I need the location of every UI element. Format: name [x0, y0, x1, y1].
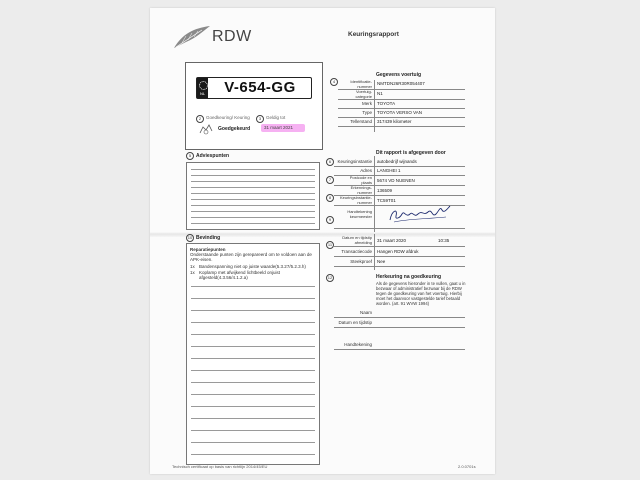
- status-label-left: Goedkeuring/ Keuring: [206, 115, 250, 120]
- completion-value-date: 31 maart 2020: [377, 238, 407, 243]
- findings-rule: [191, 382, 315, 383]
- vehicle-value-make: TOYOTA: [377, 101, 396, 106]
- findings-rule: [191, 334, 315, 335]
- marker-7: 7: [326, 176, 334, 184]
- vehicle-section-title: Gegevens voertuig: [376, 72, 422, 78]
- reinspection-section-title: Herkeuring na goedkeuring: [376, 274, 442, 280]
- repair-item-text: Koplamp met afwijkend lichtbeeld onjuist afgesteld(4.3.56/4.1.2.a): [199, 270, 281, 280]
- completion-value-sample: Nee: [377, 259, 386, 264]
- vehicle-label-category: Voertuig- categorie: [355, 89, 372, 99]
- repair-item-code: 1x: [190, 264, 195, 269]
- marker-12: 12: [327, 275, 333, 280]
- plate-country-code: NL: [199, 91, 206, 96]
- issued-value-instance: autobedrijf wijnands: [377, 159, 417, 164]
- marker-4: 4: [330, 78, 338, 86]
- completion-value-transaction: Hangen RDW afdruk: [377, 249, 419, 254]
- marker-5: 5: [186, 152, 194, 160]
- findings-rule: [191, 298, 315, 299]
- advice-list-box: [186, 162, 320, 230]
- vehicle-label-id: Identificatie- nummer: [350, 79, 372, 89]
- issued-label-instance-number: Keuringsinstantie- nummer: [339, 195, 372, 205]
- issued-row-line: [334, 228, 465, 229]
- advice-rule: [191, 169, 315, 170]
- issued-value-postcode: 5674 VD NUENEN: [377, 178, 415, 183]
- findings-rule: [191, 394, 315, 395]
- reinspection-row-line: [334, 317, 465, 318]
- rdw-logo: [172, 24, 342, 64]
- reinspection-text: Als de gegevens hieronder in te vullen, gaat u in bezwaar of administratief bezwaar bij de RDW tegen de goedkeuring van het voertuig. Hierbij moet het daarvoor vastgestelde tarief betaald worden. (art. 91 WVW 1994): [376, 281, 466, 306]
- advice-rule: [191, 181, 315, 182]
- plate-country-band: [197, 78, 208, 98]
- footer-right: 2.0.0701s: [458, 464, 476, 469]
- inspection-result: Goedgekeurd: [218, 126, 251, 132]
- issued-label-signature: Handtekening keurmeester: [347, 209, 372, 219]
- vehicle-value-id: NMTDN26R30R054407: [377, 81, 425, 86]
- findings-rule: [191, 322, 315, 323]
- vehicle-row-line: [338, 126, 465, 127]
- status-label-right: Geldig tot: [266, 115, 286, 120]
- marker-11: 11: [327, 242, 333, 247]
- issued-label-postcode: Postcode en plaats: [349, 175, 372, 185]
- issued-label-recognition: Erkennings- nummer: [350, 185, 372, 195]
- findings-section-title: Bevinding: [196, 235, 221, 241]
- reinspection-row-line: [334, 349, 465, 350]
- feather-logo-icon: [172, 24, 212, 50]
- completion-label-sample: Steekproef: [350, 259, 372, 264]
- advice-rule: [191, 205, 315, 206]
- completion-divider: [374, 234, 375, 270]
- marker-10: 10: [187, 235, 193, 240]
- repair-text: Onderstaande punten zijn gerepareerd om te voldoen aan de APK-eisen.: [190, 252, 312, 262]
- inspection-report-document: [150, 8, 495, 474]
- completion-label-date: Datum en tijdstip afmelding: [342, 235, 372, 245]
- findings-rule: [191, 406, 315, 407]
- findings-rule: [191, 310, 315, 311]
- findings-rule: [191, 358, 315, 359]
- findings-rule: [191, 454, 315, 455]
- advice-rule: [191, 211, 315, 212]
- inspector-signature: [386, 202, 456, 226]
- vehicle-label-odometer: Tellerstand: [350, 119, 372, 124]
- vehicle-row-line: [338, 99, 465, 100]
- findings-list-box: [186, 243, 320, 465]
- repair-item-code: 1x: [190, 270, 195, 275]
- advice-rule: [191, 187, 315, 188]
- issued-row-line: [334, 166, 465, 167]
- plate-number: V-654-GG: [224, 79, 296, 96]
- valid-until: 31 maart 2021: [264, 125, 294, 130]
- license-plate: [196, 77, 312, 99]
- findings-rule: [191, 430, 315, 431]
- vehicle-value-category: N1: [377, 91, 383, 96]
- repair-title: Reparatiepunten: [190, 247, 226, 252]
- marker-8: 8: [326, 194, 334, 202]
- advice-rule: [191, 175, 315, 176]
- issued-label-address: Adres: [360, 168, 372, 173]
- advice-rule: [191, 217, 315, 218]
- findings-rule: [191, 370, 315, 371]
- issued-by-divider: [374, 156, 375, 232]
- vehicle-label-type: Type: [362, 110, 372, 115]
- advice-section-title: Adviespunten: [196, 153, 230, 159]
- vehicle-label-make: Merk: [362, 101, 372, 106]
- completion-row-line: [334, 246, 465, 247]
- vehicle-row-line: [338, 117, 465, 118]
- issued-value-recognition: 136509: [377, 188, 393, 193]
- advice-rule: [191, 223, 315, 224]
- eu-stars-icon: [199, 81, 208, 90]
- vehicle-row-line: [338, 108, 465, 109]
- completion-value-time: 10:35: [438, 238, 450, 243]
- completion-label-transaction: Transactiecode: [341, 249, 372, 254]
- issued-label-instance: Keuringsinstantie: [337, 159, 372, 164]
- advice-rule: [191, 193, 315, 194]
- completion-row-line: [334, 266, 465, 267]
- marker-9: 9: [326, 216, 334, 224]
- reinspection-label-name: Naam: [359, 310, 372, 315]
- footer-left: Technisch certificaat op basis van richtlijn 2014/45/EU: [172, 464, 268, 469]
- logo-text: RDW: [212, 28, 252, 45]
- findings-rule: [191, 286, 315, 287]
- marker-2: 2: [196, 115, 204, 123]
- approval-stamp-icon: [198, 123, 214, 135]
- vehicle-divider: [374, 80, 375, 132]
- document-title: Keuringsrapport: [348, 31, 399, 38]
- reinspection-row-line: [334, 327, 465, 328]
- issued-by-section-title: Dit rapport is afgegeven door: [376, 150, 446, 156]
- registration-box: [185, 62, 323, 150]
- findings-rule: [191, 418, 315, 419]
- marker-3: 3: [256, 115, 264, 123]
- vehicle-value-odometer: 317439 kilometer: [377, 119, 412, 124]
- vehicle-value-type: TOYOTA VERSO VAN: [377, 110, 423, 115]
- reinspection-label-signature: Handtekening: [344, 342, 372, 347]
- marker-6: 6: [326, 158, 334, 166]
- issued-value-address: LANGHEI 1: [377, 168, 401, 173]
- advice-rule: [191, 199, 315, 200]
- issued-value-instance-number: TC59T01: [377, 198, 396, 203]
- repair-item-text: Bandenspanning niet op juiste waarde(5.3.27/5.2.3.h): [199, 264, 306, 269]
- findings-rule: [191, 442, 315, 443]
- findings-rule: [191, 346, 315, 347]
- reinspection-label-date: Datum en tijdstip: [338, 320, 372, 325]
- completion-row-line: [334, 256, 465, 257]
